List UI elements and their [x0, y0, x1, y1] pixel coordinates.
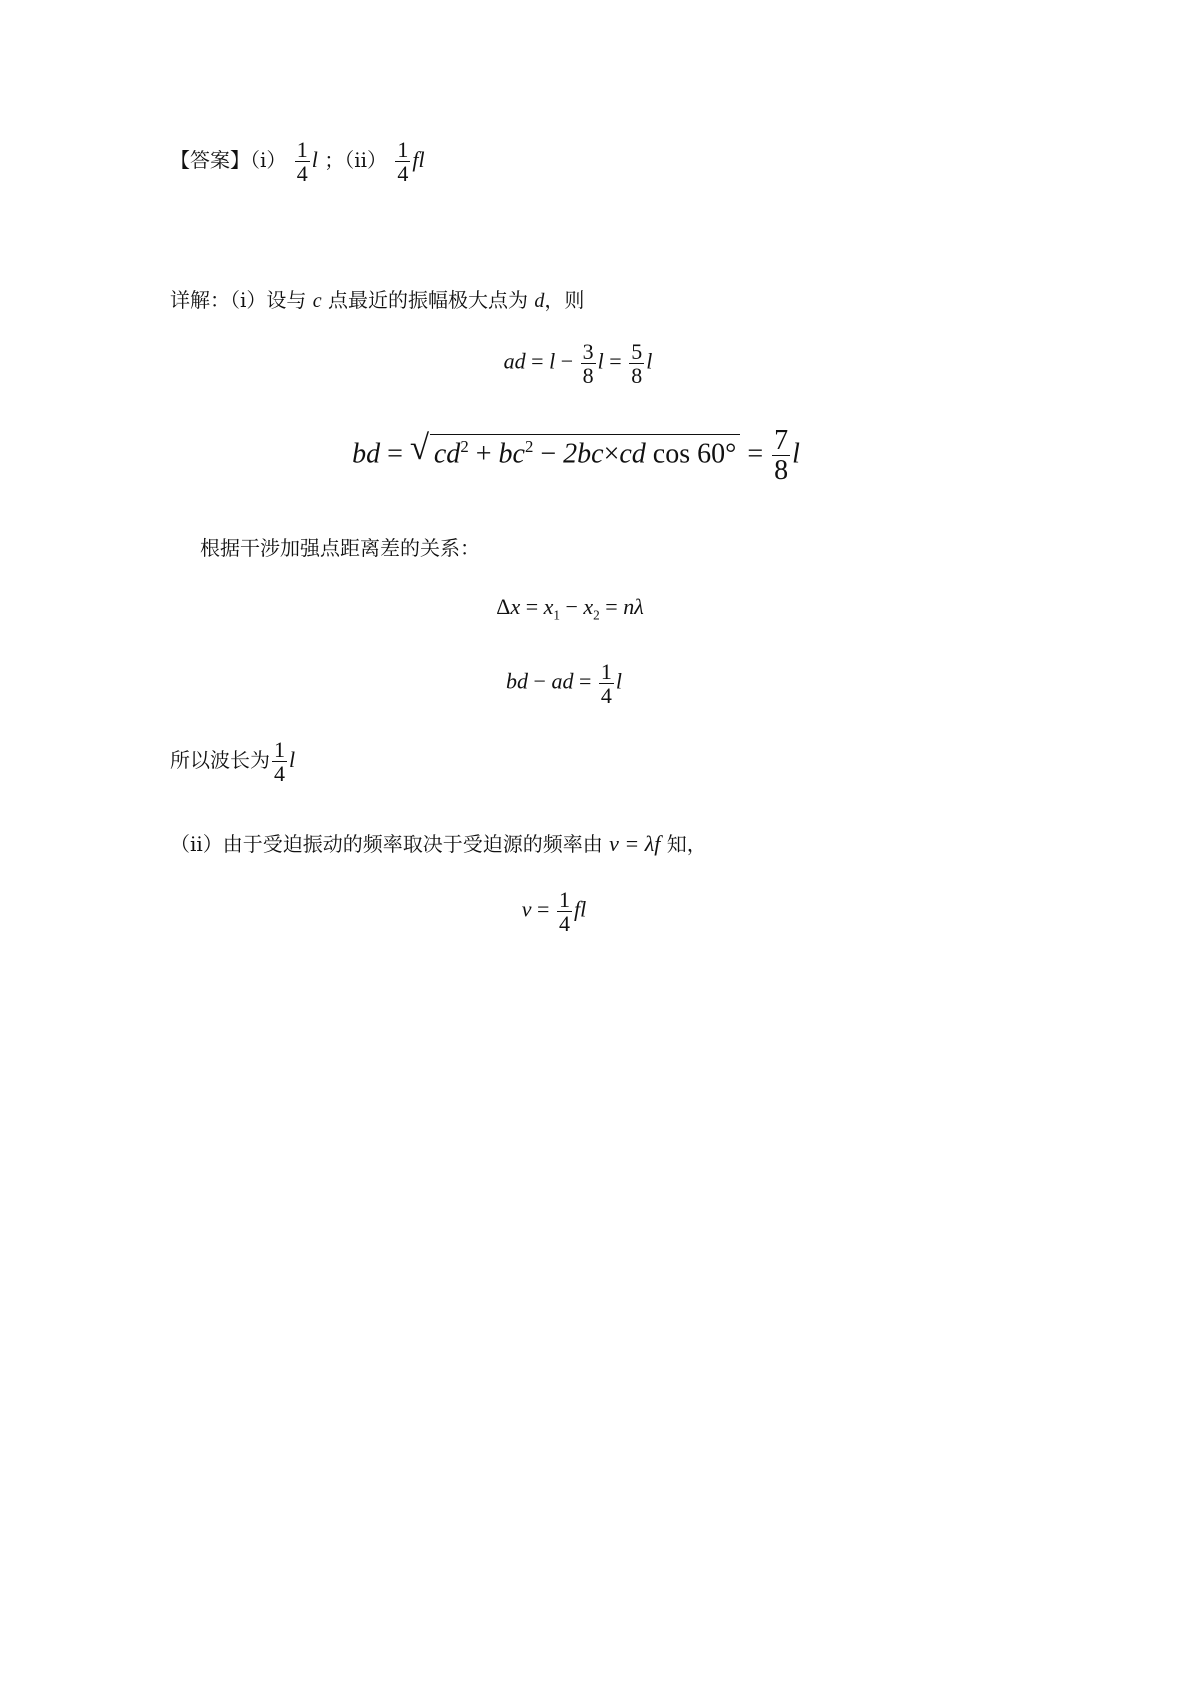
- equation-bd: bd = √ $cd^2 + bc^2 - 2bc\times cd$ cos 60° = $\frac{7}{8}$ l: [352, 425, 800, 487]
- relation-text: 根据干涉加强点距离差的关系：: [200, 536, 480, 560]
- equation-velocity: v = $\frac{1}{4}$ fl: [521, 887, 587, 937]
- part2-text: （ii）由于受迫振动的频率取决于受迫源的频率由 v = λf 知，: [170, 831, 707, 856]
- point-d: d: [534, 290, 545, 312]
- answer-label: 【答案】: [170, 148, 250, 173]
- answer-part1-fraction: $\frac{1}{4}$: [296, 137, 308, 187]
- answer-part2-label: （ii）: [344, 148, 388, 173]
- equation-bd-minus-ad: bd − ad = $\frac{1}{4}$ l: [506, 659, 622, 709]
- answer-part2-fraction: $\frac{1}{4}$: [397, 137, 409, 187]
- answer-line: [170, 138, 425, 185]
- answer-part2-var: fl: [412, 147, 425, 173]
- answer-part1-label: （i）: [250, 148, 287, 173]
- wavelength-line: 所以波长为 $\frac{1}{4}$ l: [170, 737, 296, 787]
- answer-part1-var: l: [311, 147, 318, 173]
- point-c: c: [312, 290, 322, 312]
- equation-delta-x: $\Delta x = x_1 - x_2 = n\lambda$: [496, 594, 644, 623]
- answer-separator: ；: [324, 148, 345, 173]
- sqrt-expression: √ $cd^2 + bc^2 - 2bc\times cd$ cos 60°: [410, 434, 740, 470]
- velocity-formula: v = λf: [609, 831, 661, 856]
- explain-intro: 详解：（i）设与 c 点最近的振幅极大点为 d，则: [170, 288, 585, 312]
- equation-ad: ad = l − $\frac{3}{8}$ l = $\frac{5}{8}$ l: [503, 339, 653, 389]
